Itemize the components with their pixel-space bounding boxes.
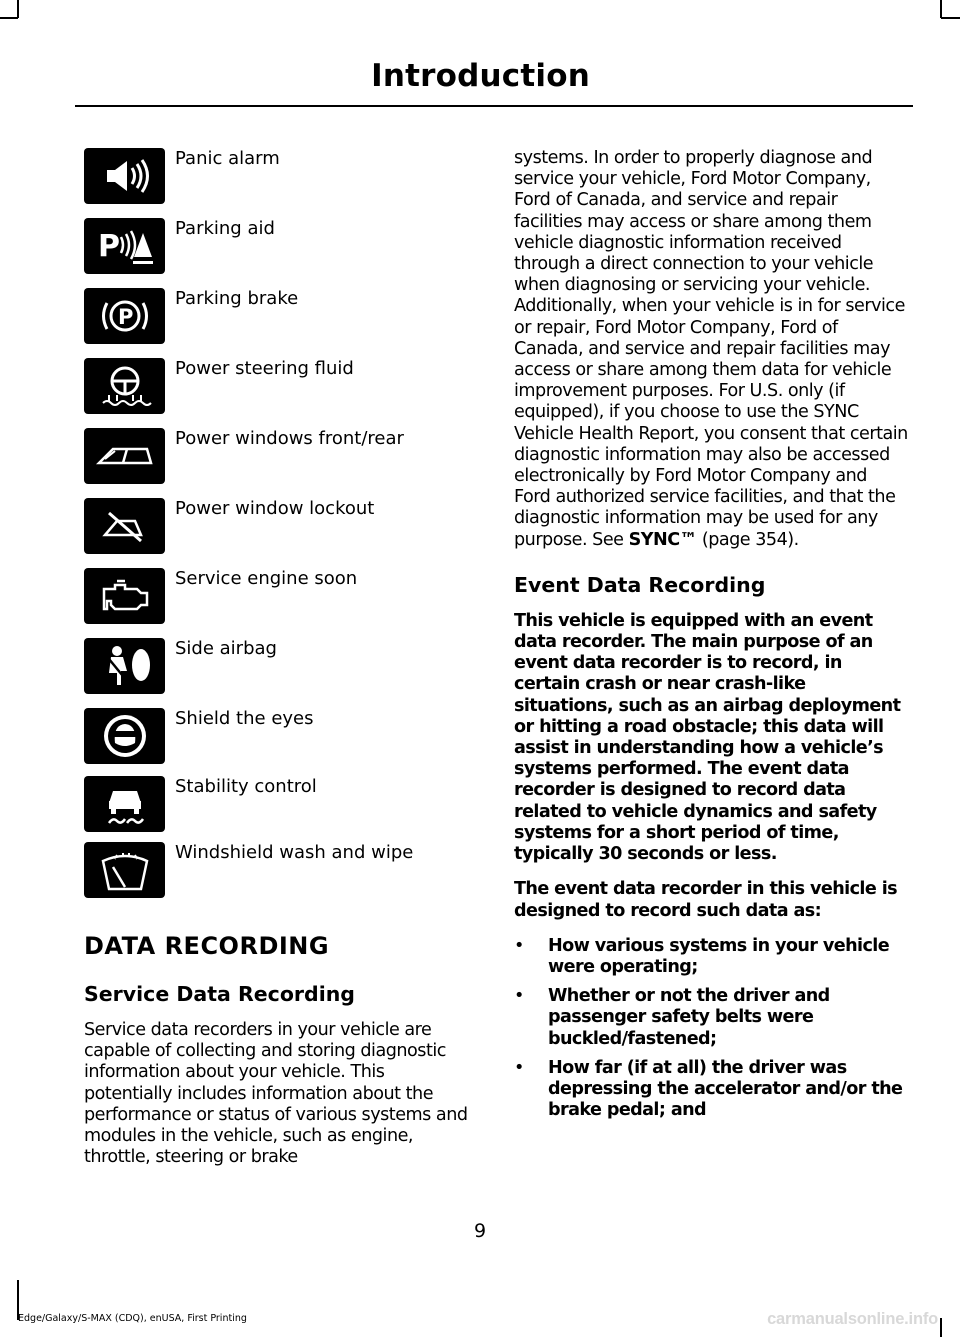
symbol-label: Windshield wash and wipe [175,842,414,863]
list-item [514,986,908,1050]
left-column [84,930,476,1182]
bullet-marker: • [514,1057,524,1078]
page-number: 9 [473,1220,487,1242]
list-item [514,1058,908,1122]
sync-link[interactable]: SYNC™ [628,529,697,550]
crop-mark [941,17,960,19]
list-item-text: How far (if at all) the driver was depressing the accelerator and/or the brake pedal; and [548,1057,903,1121]
shield-eyes-icon [84,708,165,764]
symbol-label: Power windows front/rear [175,428,404,449]
service-engine-soon-icon [84,568,165,624]
side-airbag-icon [84,638,165,694]
symbol-label: Service engine soon [175,568,358,589]
bullet-marker: • [514,986,524,1007]
symbol-label: Panic alarm [175,148,280,169]
right-column [514,148,908,1129]
list-item [514,936,908,978]
symbol-label: Power steering fluid [175,358,354,379]
section-heading: DATA RECORDING [84,932,330,960]
crop-mark [17,0,19,18]
symbol-label: Shield the eyes [175,708,314,729]
stability-control-icon [84,776,165,832]
bullet-list [514,936,908,1122]
crop-mark [0,17,18,19]
subsection-heading: Event Data Recording [514,572,766,597]
paragraph [514,148,908,551]
panic-alarm-icon [84,148,165,204]
symbol-label: Side airbag [175,638,277,659]
paragraph-text: systems. In order to properly diagnose and service your vehicle, Ford Motor Company, Ford of Canada, and service and repair facilities may access or share among them vehicle diagnostic information received through a direct connection to your vehicle when diagnosing or servicing your vehicle. Additionally, when your vehicle is in for service or repair, Ford Motor Company, Ford of Canada, and service and repair facilities may access or share among them data for vehicle improvement purposes. For U.S. only (if equipped), if you choose to use the SYNC Vehicle Health Report, you consent that certain diagnostic information may also be accessed electronically by Ford Motor Company and Ford authorized service facilities, and that the diagnostic information may be used for any purpose. See [514,148,908,550]
paragraph: This vehicle is equipped with an event data recorder. The main purpose of an event data recorder is to record, in certain crash or near crash-like situations, such as an airbag deployment or hitting a road obstacle; this data will assist in understanding how a vehicle’s systems performed. The event data recorder is designed to record data related to vehicle dynamics and safety systems for a short period of time, typically 30 seconds or less. [514,610,901,865]
list-item-text: Whether or not the driver and passenger safety belts were buckled/fastened; [548,986,830,1049]
crop-mark [940,0,942,18]
footer-printing: Edge/Galaxy/S-MAX (CDQ), enUSA, First Printing [18,1313,247,1324]
power-steering-fluid-icon [84,358,165,414]
page-title: Introduction [371,58,590,94]
symbol-label: Stability control [175,776,317,797]
svg-text:P: P [117,305,133,329]
paragraph: Service data recorders in your vehicle are capable of collecting and storing diagnostic information about your vehicle. This potentially includes information about the performance or status of various systems and modules in the vehicle, such as engine, throttle, steering or brake [84,1020,468,1168]
symbol-label: Parking aid [175,218,275,239]
svg-text:P: P [97,229,120,264]
symbol-label: Parking brake [175,288,299,309]
parking-aid-icon [84,218,165,274]
power-windows-icon [84,428,165,484]
list-item-text: How various systems in your vehicle were operating; [548,935,890,977]
symbol-label: Power window lockout [175,498,375,519]
header-rule [75,105,913,107]
parking-brake-icon [84,288,165,344]
subsection-heading: Service Data Recording [84,982,355,1006]
crop-mark [940,1318,942,1337]
page-reference: (page 354). [696,529,799,550]
bullet-marker: • [514,935,524,956]
power-window-lockout-icon [84,498,165,554]
paragraph: The event data recorder in this vehicle is designed to record such data as: [514,879,898,921]
watermark: carmanualsonline.info [767,1310,938,1328]
windshield-wash-wipe-icon [84,842,165,898]
